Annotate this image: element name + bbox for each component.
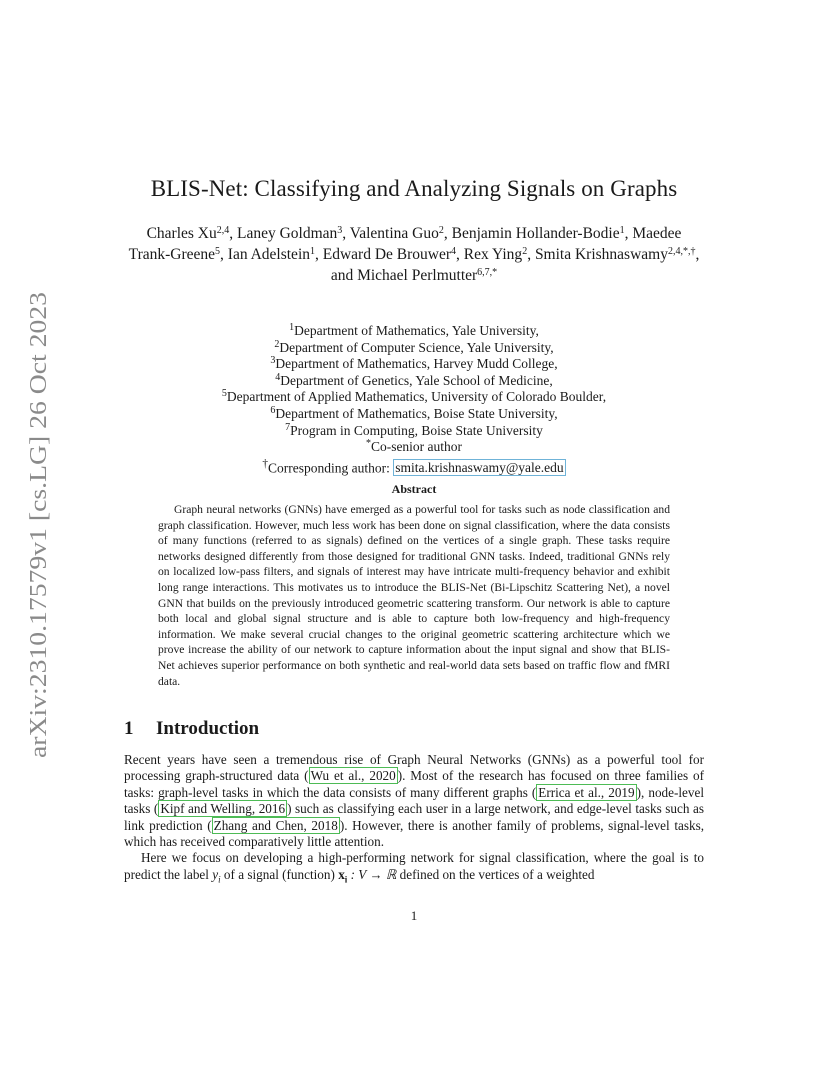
intro-text-run: ), node-level tasks ( <box>124 784 705 817</box>
author-separator: , <box>456 246 464 263</box>
affiliation-text: Department of Mathematics, Yale University, <box>294 323 539 338</box>
affiliation-text: Department of Computer Science, Yale University, <box>279 339 554 355</box>
author-name: Benjamin Hollander-Bodie <box>451 225 620 242</box>
author-separator: , <box>443 225 452 242</box>
author-name: Michael Perlmutter <box>357 267 478 284</box>
intro-text-run: of a signal (function) <box>220 866 339 882</box>
affiliation-marker: 5 <box>221 388 227 400</box>
math-signal-x <box>338 866 348 885</box>
author-name: Edward De Brouwer <box>322 246 452 263</box>
affiliation-text: Co-senior author <box>370 439 463 455</box>
affiliation-text: Program in Computing, Boise State University <box>290 422 543 438</box>
author-affiliation-marker: 2,4,*,† <box>667 246 696 257</box>
author-separator: , <box>229 225 237 242</box>
affiliation-item <box>0 323 828 340</box>
author-affiliation-marker: 1 <box>310 246 315 257</box>
affiliation-marker: 7 <box>285 421 291 433</box>
author-name: Laney Goldman <box>236 225 338 242</box>
corresponding-label: Corresponding author: <box>267 460 394 476</box>
affiliation-marker: 2 <box>274 338 280 350</box>
affiliation-marker: 4 <box>275 371 281 383</box>
abstract-text: Graph neural networks (GNNs) have emerged as a powerful tool for tasks such as node classification and graph classification. However, much less work has been done on signal classification, where the data consists of many functions (referred to as signals) defined on the vertices of a single graph. These tasks require networks designed differently from those designed for traditional GNN tasks. Indeed, traditional GNNs rely on localized low-pass filters, and signals of interest may have intricate multi-frequency behavior and exhibit long range interactions. This motivates us to introduce the BLIS-Net (Bi-Lipschitz Scattering Net), a novel GNN that builds on the previously introduced geometric scattering transform. Our network is able to capture both local and global signal structure and is able to capture both low-frequency and high-frequency information. We make several crucial changes to the original geometric scattering architecture which we prove increase the ability of our network to capture information about the input signal and show that BLIS-Net achieves superior performance on both synthetic and real-world data sets based on traffic flow and fMRI data. <box>158 503 670 688</box>
intro-paragraph-1 <box>124 752 704 850</box>
affiliation-list <box>0 323 828 477</box>
author-separator: , <box>527 246 535 263</box>
affiliation-item <box>0 340 828 357</box>
corresponding-author <box>0 456 828 477</box>
intro-text-run: ). Most of the research has focused on three families of tasks: graph-level tasks in which the data consists of many different graphs ( <box>124 768 705 800</box>
author-affiliation-marker: 3 <box>337 225 343 236</box>
author-name: Rex Ying <box>463 246 523 263</box>
author-separator: , <box>220 246 228 263</box>
affiliation-item <box>0 406 828 423</box>
affiliation-item <box>0 389 828 406</box>
affiliation-marker: 3 <box>270 355 276 367</box>
affiliation-text: Department of Genetics, Yale School of Medicine, <box>280 372 553 388</box>
section-title: Introduction <box>156 718 260 739</box>
author-name: Ian Adelstein <box>227 246 310 263</box>
intro-text-run: Recent years have seen a tremendous rise of Graph Neural Networks (GNNs) as a powerful tool for processing graph-structured data ( <box>124 752 704 784</box>
math-subscript: i <box>218 874 221 885</box>
affiliation-marker: 1 <box>289 322 295 333</box>
section-heading <box>124 718 259 740</box>
section-number: 1 <box>124 718 134 739</box>
author-affiliation-marker: 2 <box>438 225 444 236</box>
author-affiliation-marker: 5 <box>215 246 221 257</box>
author-affiliation-marker: 2,4 <box>216 225 230 236</box>
author-affiliation-marker: 4 <box>451 246 457 257</box>
author-name: Charles Xu <box>146 225 217 242</box>
author-name: Valentina Guo <box>349 225 439 242</box>
introduction-body <box>124 752 704 888</box>
arxiv-identifier-text: arXiv:2310.17579v1 [cs.LG] 26 Oct 2023 <box>26 354 52 758</box>
author-affiliation-marker: 6,7,* <box>477 267 498 278</box>
math-subscript: i <box>344 874 348 885</box>
citation-link[interactable]: Errica et al., 2019 <box>538 784 635 800</box>
intro-text-run: ) such as classifying each user in a large network, and edge-level tasks such as link prediction ( <box>124 801 704 833</box>
intro-text-run: defined on the vertices of a weighted <box>396 866 595 882</box>
author-separator: , <box>624 225 633 242</box>
corresponding-marker: † <box>262 457 268 470</box>
affiliation-text: Department of Mathematics, Harvey Mudd College, <box>275 356 558 372</box>
citation-link[interactable]: Wu et al., 2020 <box>310 768 396 784</box>
intro-text-run: ). However, there is another family of problems, signal-level tasks, which has received comparatively little attention. <box>124 817 705 850</box>
author-separator: , and <box>330 246 700 284</box>
page-number: 1 <box>410 908 418 923</box>
affiliation-item <box>0 439 828 456</box>
affiliation-item <box>0 373 828 390</box>
affiliation-item <box>0 423 828 440</box>
author-affiliation-marker: 1 <box>619 225 625 236</box>
author-list <box>124 223 704 286</box>
author-name: Smita Krishnaswamy <box>534 246 668 263</box>
paper-title: BLIS-Net: Classifying and Analyzing Signals on Graphs <box>150 176 678 201</box>
author-affiliation-marker: 2 <box>522 246 528 257</box>
affiliation-text: Department of Mathematics, Boise State University, <box>275 405 558 421</box>
abstract-heading: Abstract <box>391 482 437 496</box>
math-mapping: : V → ℝ <box>347 866 397 882</box>
affiliation-text: Department of Applied Mathematics, University of Colorado Boulder, <box>226 389 607 405</box>
math-symbol: x <box>338 866 345 882</box>
citation-link[interactable]: Kipf and Welling, 2016 <box>160 801 286 817</box>
author-name: Maedee Trank-Greene <box>128 225 682 263</box>
affiliation-marker: 6 <box>270 404 276 416</box>
author-separator: , <box>342 225 350 242</box>
author-separator: , <box>315 246 323 263</box>
corresponding-email-link[interactable]: smita.krishnaswamy@yale.edu <box>395 460 564 476</box>
affiliation-marker: * <box>365 438 371 450</box>
math-label-y <box>212 866 221 885</box>
intro-paragraph-2 <box>124 850 704 887</box>
citation-link[interactable]: Zhang and Chen, 2018 <box>213 817 338 833</box>
affiliation-item <box>0 356 828 373</box>
intro-text-run: Here we focus on developing a high-performing network for signal classification, where the goal is to predict the label <box>124 850 704 882</box>
math-symbol: y <box>212 866 219 882</box>
